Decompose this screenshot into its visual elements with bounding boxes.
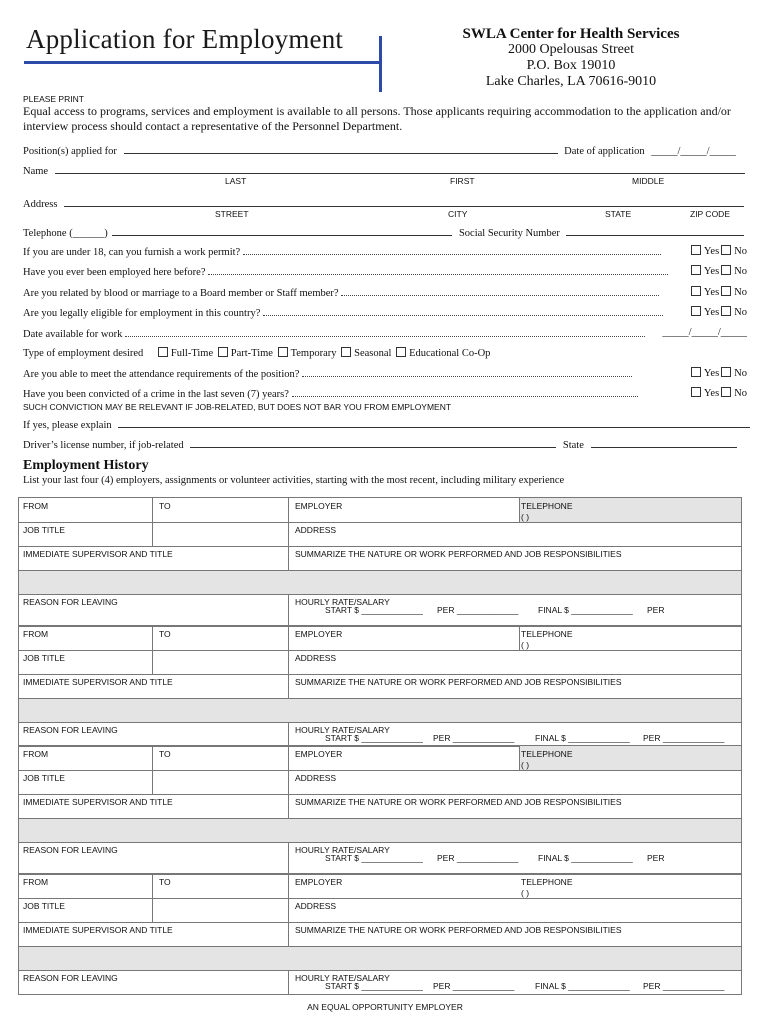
reason-label: REASON FOR LEAVING [23,597,118,607]
full-time-label: Full-Time [170,348,214,359]
telephone-label: TELEPHONE [521,749,573,759]
to-label: TO [159,501,171,511]
question-row-1 [23,245,747,258]
yes-label: Yes [703,287,720,298]
supervisor-label: IMMEDIATE SUPERVISOR AND TITLE [23,925,173,935]
employer-label: EMPLOYER [295,749,343,759]
telephone-label: Telephone (______) [23,228,108,239]
dot-leader [263,306,663,316]
per-rate-2[interactable]: PER _____________ [643,981,725,991]
yes-checkbox[interactable] [691,306,701,316]
reason-label: REASON FOR LEAVING [23,845,118,855]
no-label: No [734,368,747,379]
address-sub-city: CITY [448,209,468,219]
no-checkbox[interactable] [721,265,731,275]
positions-row [23,143,747,157]
reason-label: REASON FOR LEAVING [23,725,118,735]
start-rate[interactable]: START $ _____________ [325,853,423,863]
address-sub-street: STREET [215,209,249,219]
per-rate-2[interactable]: PER _____________ [643,733,725,743]
name-row [23,163,747,177]
organization-address-2: P.O. Box 19010 [526,58,616,73]
supervisor-label: IMMEDIATE SUPERVISOR AND TITLE [23,549,173,559]
divider [288,626,289,698]
state-field[interactable] [591,437,737,448]
from-label: FROM [23,749,49,759]
ssn-field[interactable] [566,225,744,236]
telephone-label: TELEPHONE [521,501,573,511]
final-rate[interactable]: FINAL $ _____________ [535,981,630,991]
seasonal-label: Seasonal [354,348,392,359]
yes-checkbox[interactable] [691,245,701,255]
yes-label: Yes [703,307,720,318]
question-employed-before: Have you ever been employed here before? [23,267,206,278]
divider [19,946,741,947]
hourly-label: HOURLY RATE/SALARY [295,973,390,983]
telephone-label: TELEPHONE [521,629,573,639]
address-label: ADDRESS [295,901,337,911]
explain-field[interactable] [118,417,750,428]
educational-coop-label: Educational Co-Op [409,348,491,359]
employment-history-heading: Employment History [23,458,149,473]
address-label: Address [23,199,58,210]
per-rate[interactable]: PER _____________ [433,981,515,991]
divider [288,594,289,626]
explain-label: If yes, please explain [23,420,112,431]
final-rate[interactable]: FINAL $ _____________ [538,605,633,615]
divider [19,570,741,571]
job-title-label: JOB TITLE [23,653,65,663]
employer-label: EMPLOYER [295,629,343,639]
from-label: FROM [23,877,49,887]
shade [19,698,741,722]
hourly-label: HOURLY RATE/SALARY [295,725,390,735]
supervisor-label: IMMEDIATE SUPERVISOR AND TITLE [23,677,173,687]
name-label: Name [23,166,49,177]
name-sub-first: FIRST [450,176,475,186]
name-field[interactable] [55,163,745,174]
yes-checkbox[interactable] [691,367,701,377]
address-label: ADDRESS [295,773,337,783]
per-end: PER [647,853,665,863]
from-label: FROM [23,501,49,511]
date-available-row [23,327,747,340]
no-checkbox[interactable] [721,387,731,397]
summarize-label: SUMMARIZE THE NATURE OR WORK PERFORMED AND JOB RESPONSIBILITIES [295,677,622,687]
to-label: TO [159,749,171,759]
address-label: ADDRESS [295,525,337,535]
address-label: ADDRESS [295,653,337,663]
shade [19,570,741,594]
positions-field[interactable] [124,143,558,154]
date-available-label: Date available for work [23,329,123,340]
summarize-label: SUMMARIZE THE NATURE OR WORK PERFORMED AND JOB RESPONSIBILITIES [295,797,622,807]
title-vertical-rule [379,36,382,92]
employment-type-row [23,347,747,359]
no-label: No [734,246,747,257]
part-time-checkbox[interactable] [218,347,228,357]
educational-coop-checkbox[interactable] [396,347,406,357]
employer-label: EMPLOYER [295,501,343,511]
state-label: State [562,440,584,451]
from-label: FROM [23,629,49,639]
telephone-parens: ( ) [521,640,530,650]
start-rate[interactable]: START $ _____________ [325,733,423,743]
per-end: PER [647,605,665,615]
please-print-note: PLEASE PRINT [23,94,84,104]
date-available-field[interactable]: _____/_____/_____ [662,327,747,338]
attendance-row [23,367,747,380]
telephone-parens: ( ) [521,760,530,770]
equal-opportunity-footer: AN EQUAL OPPORTUNITY EMPLOYER [307,1002,463,1012]
employer-block-1 [18,497,742,627]
dot-leader [243,245,661,255]
no-checkbox[interactable] [721,286,731,296]
drivers-license-label: Driver’s license number, if job-related [23,440,184,451]
question-row-2 [23,265,747,278]
employment-history-note: List your last four (4) employers, assignments or volunteer activities, starting with the most recent, including military experience [23,475,565,486]
divider [288,970,289,994]
question-related: Are you related by blood or marriage to a Board member or Staff member? [23,288,339,299]
yes-label: Yes [703,266,720,277]
name-sub-middle: MIDDLE [632,176,665,186]
no-label: No [734,266,747,277]
yes-checkbox[interactable] [691,265,701,275]
drivers-license-field[interactable] [190,437,556,448]
question-eligible: Are you legally eligible for employment in this country? [23,308,261,319]
shade [19,946,741,970]
job-title-label: JOB TITLE [23,525,65,535]
divider [19,898,741,899]
divider [19,698,741,699]
employer-block-4 [18,873,742,995]
convicted-row [23,387,747,400]
yes-checkbox[interactable] [691,286,701,296]
start-rate[interactable]: START $ _____________ [325,605,423,615]
full-time-checkbox[interactable] [158,347,168,357]
yes-checkbox[interactable] [691,387,701,397]
divider [19,522,741,523]
address-field[interactable] [64,196,744,207]
document-title: Application for Employment [26,24,344,54]
hourly-label: HOURLY RATE/SALARY [295,597,390,607]
name-sub-last: LAST [225,176,247,186]
no-checkbox[interactable] [721,306,731,316]
question-attendance: Are you able to meet the attendance requirements of the position? [23,369,300,380]
shade [19,818,741,842]
organization-address-3: Lake Charles, LA 70616-9010 [485,74,657,89]
employer-block-2 [18,625,742,747]
per-rate[interactable]: PER _____________ [437,853,519,863]
divider [288,498,289,570]
conviction-note: SUCH CONVICTION MAY BE RELEVANT IF JOB-RELATED, BUT DOES NOT BAR YOU FROM EMPLOYMENT [23,402,452,412]
no-checkbox[interactable] [721,245,731,255]
ssn-label: Social Security Number [458,228,560,239]
summarize-label: SUMMARIZE THE NATURE OR WORK PERFORMED AND JOB RESPONSIBILITIES [295,925,622,935]
divider [19,818,741,819]
employer-label: EMPLOYER [295,877,343,887]
per-rate[interactable]: PER _____________ [433,733,515,743]
yes-label: Yes [703,246,720,257]
no-checkbox[interactable] [721,367,731,377]
telephone-label: TELEPHONE [521,877,573,887]
divider [19,770,741,771]
question-row-4 [23,306,747,319]
no-label: No [734,287,747,298]
dot-leader [208,265,668,275]
reason-label: REASON FOR LEAVING [23,973,118,983]
job-title-label: JOB TITLE [23,901,65,911]
organization-name: SWLA Center for Health Services [462,26,680,42]
divider [288,842,289,874]
employment-type-label: Type of employment desired [23,348,144,359]
dot-leader [341,286,659,296]
to-label: TO [159,877,171,887]
temporary-label: Temporary [290,348,337,359]
address-sub-zip: ZIP CODE [690,209,730,219]
date-of-application-field[interactable]: _____/_____/_____ [651,146,736,157]
divider [288,874,289,946]
final-rate[interactable]: FINAL $ _____________ [535,733,630,743]
question-row-3 [23,286,747,299]
yes-label: Yes [703,368,720,379]
dot-leader [302,367,632,377]
dot-leader [125,327,645,337]
dot-leader [292,387,638,397]
title-rule [24,61,380,64]
positions-label: Position(s) applied for [23,146,117,157]
explain-row [23,417,747,431]
part-time-label: Part-Time [230,348,273,359]
summarize-label: SUMMARIZE THE NATURE OR WORK PERFORMED AND JOB RESPONSIBILITIES [295,549,622,559]
divider [19,650,741,651]
divider [288,722,289,746]
address-row [23,196,747,210]
question-work-permit: If you are under 18, can you furnish a work permit? [23,247,241,258]
final-rate[interactable]: FINAL $ _____________ [538,853,633,863]
question-convicted: Have you been convicted of a crime in the last seven (7) years? [23,389,289,400]
no-label: No [734,307,747,318]
divider [288,746,289,818]
equal-access-statement: Equal access to programs, services and employment is available to all persons. Those applicants requiring accommodation to the application and/or interview process should contact a representative of the Personnel Department. [23,104,731,133]
supervisor-label: IMMEDIATE SUPERVISOR AND TITLE [23,797,173,807]
address-sub-state: STATE [605,209,632,219]
drivers-license-row [23,437,747,451]
no-label: No [734,388,747,399]
job-title-label: JOB TITLE [23,773,65,783]
temporary-checkbox[interactable] [278,347,288,357]
yes-label: Yes [703,388,720,399]
hourly-label: HOURLY RATE/SALARY [295,845,390,855]
organization-address-1: 2000 Opelousas Street [508,42,634,57]
seasonal-checkbox[interactable] [341,347,351,357]
telephone-field[interactable] [112,225,452,236]
per-rate[interactable]: PER _____________ [437,605,519,615]
telephone-parens: ( ) [521,888,530,898]
organization-block [440,26,702,90]
date-of-application-label: Date of application [564,146,645,157]
start-rate[interactable]: START $ _____________ [325,981,423,991]
telephone-parens: ( ) [521,512,530,522]
telephone-row [23,225,747,239]
employer-block-3 [18,745,742,875]
to-label: TO [159,629,171,639]
